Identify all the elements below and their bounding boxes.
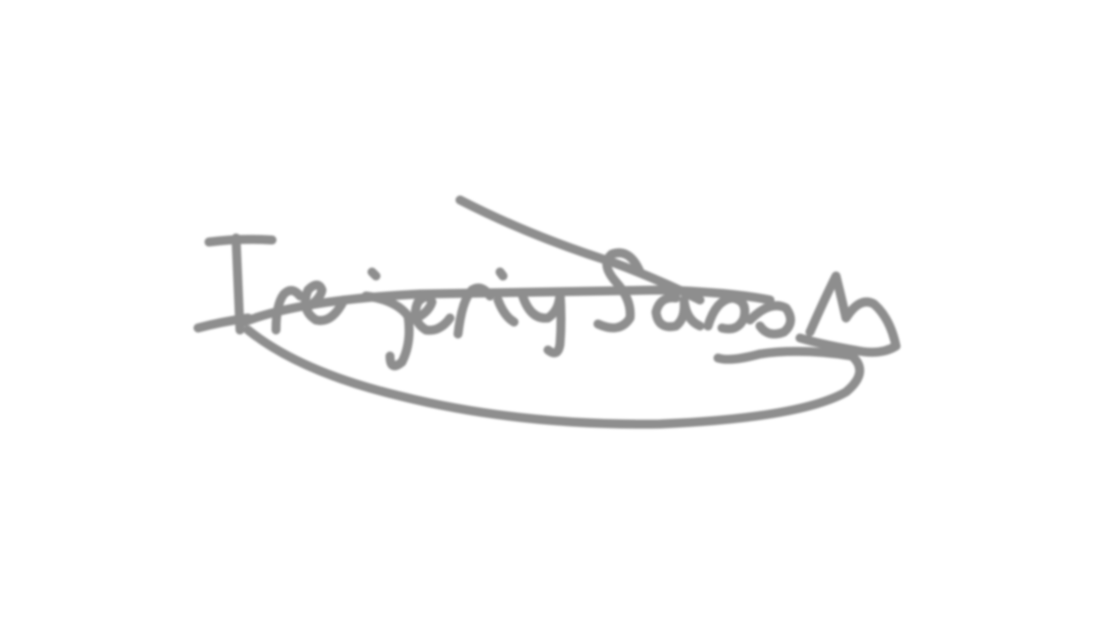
signature-stroke-underline — [248, 330, 860, 424]
signature-stroke-a1 — [656, 298, 700, 327]
signature-stroke-i2-dot — [500, 272, 503, 276]
signature-stroke-i2 — [498, 300, 514, 322]
signature-stroke-j-dot — [372, 272, 376, 276]
signature-stroke-upper-sweep — [460, 200, 700, 300]
signature-stroke-y — [522, 292, 561, 353]
signature-stroke-j — [366, 296, 409, 366]
signature-stroke-a3 — [750, 306, 791, 334]
signature-stroke-e2 — [412, 297, 450, 330]
signature-stroke-a2 — [708, 298, 745, 329]
signature-stroke-h — [800, 276, 896, 352]
